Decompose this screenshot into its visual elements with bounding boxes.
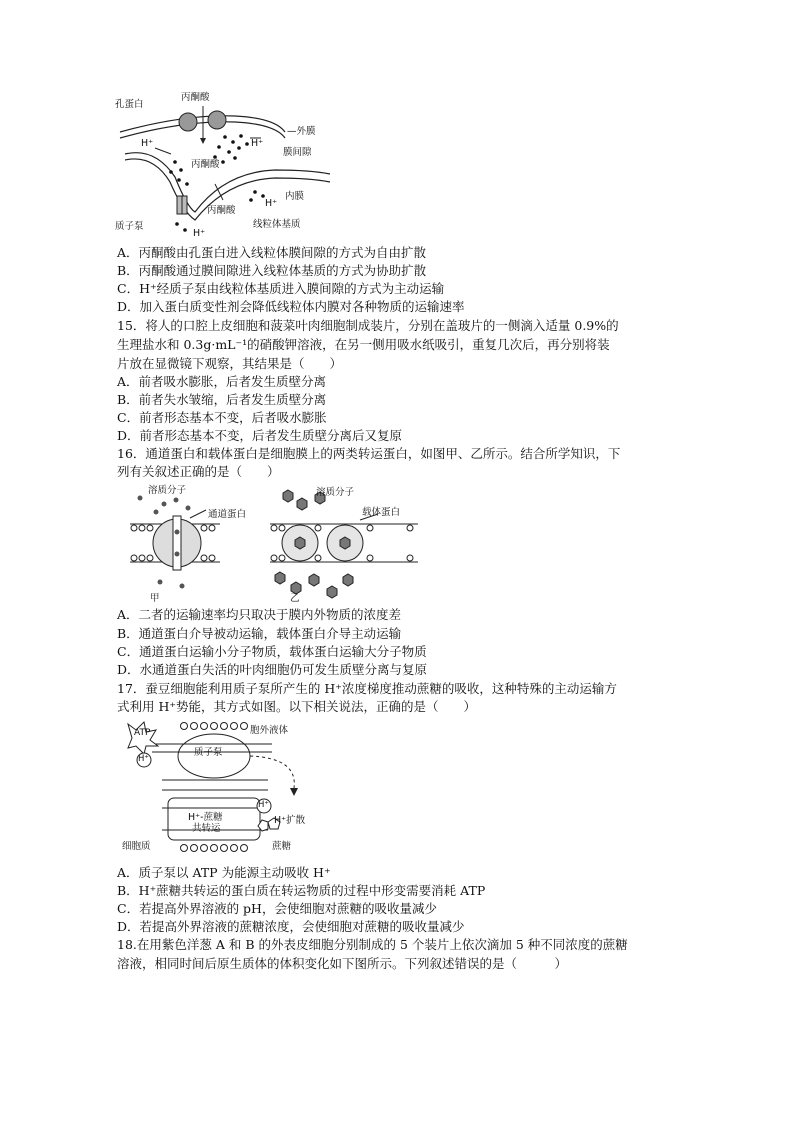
q17-option-b: B．H⁺蔗糖共转运的蛋白质在转运物质的过程中形变需要消耗 ATP xyxy=(117,883,486,898)
q15-stem-line-1: 15．将人的口腔上皮细胞和菠菜叶肉细胞制成装片，分别在盖玻片的一侧滴入适量 0.9%的 xyxy=(117,318,619,333)
label-h-right: H⁺ xyxy=(251,138,264,149)
label-pyruvate-bottom: 丙酮酸 xyxy=(207,205,236,216)
q17-stem-line-2: 式利用 H⁺势能，其方式如图。以下相关说法，正确的是（ ） xyxy=(117,699,476,714)
transport-protein-figure xyxy=(120,482,420,604)
label-outer-membrane: —外膜 xyxy=(287,126,316,137)
label-sucrose: 蔗糖 xyxy=(272,841,292,852)
q15-option-d: D．前者形态基本不变，后者发生质壁分离后又复原 xyxy=(117,428,403,443)
label-matrix: 线粒体基质 xyxy=(253,219,301,230)
q17-option-a: A．质子泵以 ATP 为能源主动吸收 H⁺ xyxy=(117,865,331,880)
proton-sucrose-diagram xyxy=(122,718,332,860)
proton-sucrose-figure xyxy=(122,718,332,860)
label-h-left-17: H⁺ xyxy=(138,754,149,764)
label-cytoplasm: 细胞质 xyxy=(122,841,151,852)
label-h-bottom: H⁺ xyxy=(193,228,206,239)
q18-stem-line-2: 溶液，相同时间后原生质体的体积变化如下图所示。下列叙述错误的是（ ） xyxy=(117,956,568,971)
mitochondria-diagram xyxy=(115,92,355,242)
label-pore-protein: 孔蛋白 xyxy=(115,99,144,110)
label-channel-protein: 通道蛋白 xyxy=(208,509,247,520)
label-carrier-protein: 载体蛋白 xyxy=(362,507,401,518)
q16-stem-line-1: 16．通道蛋白和载体蛋白是细胞膜上的两类转运蛋白，如图甲、乙所示。结合所学知识，下 xyxy=(117,446,621,461)
label-cotransport-1: H⁺-蔗糖 xyxy=(188,812,223,823)
label-h-left: H⁺ xyxy=(141,138,154,149)
label-inner-membrane: 内膜 xyxy=(285,191,305,202)
q15-option-a: A．前者吸水膨胀，后者发生质壁分离 xyxy=(117,374,327,389)
q17-option-d: D．若提高外界溶液的蔗糖浓度，会使细胞对蔗糖的吸收量减少 xyxy=(117,919,465,934)
label-extracellular: 胞外液体 xyxy=(250,725,289,736)
q15-stem-line-3: 片放在显微镜下观察，其结果是（ ） xyxy=(117,356,343,371)
label-pyruvate-top: 丙酮酸 xyxy=(181,92,210,103)
q15-option-c: C．前者形态基本不变，后者吸水膨胀 xyxy=(117,410,327,425)
q14-option-c: C．H⁺经质子泵由线粒体基质进入膜间隙的方式为主动运输 xyxy=(117,281,445,296)
q16-option-b: B．通道蛋白介导被动运输，载体蛋白介导主动运输 xyxy=(117,626,402,641)
label-h-circle: H⁺ xyxy=(258,800,269,810)
transport-protein-diagram xyxy=(120,482,420,604)
label-pump-17: 质子泵 xyxy=(194,747,223,758)
q14-option-a: A．丙酮酸由孔蛋白进入线粒体膜间隙的方式为自由扩散 xyxy=(117,245,427,260)
label-intermembrane-space: 膜间隙 xyxy=(283,147,312,158)
label-solute-a: 溶质分子 xyxy=(148,485,187,496)
label-yi: 乙 xyxy=(290,593,300,604)
label-h-diffuse: H⁺扩散 xyxy=(274,815,306,826)
q16-option-c: C．通道蛋白运输小分子物质，载体蛋白运输大分子物质 xyxy=(117,644,427,659)
label-h-lower-right: H⁺ xyxy=(265,198,278,209)
label-jia: 甲 xyxy=(150,593,160,604)
q16-option-d: D．水通道蛋白失活的叶肉细胞仍可发生质壁分离与复原 xyxy=(117,662,428,677)
q14-option-d: D．加入蛋白质变性剂会降低线粒体内膜对各种物质的运输速率 xyxy=(117,299,465,314)
label-solute-b: 溶质分子 xyxy=(316,487,355,498)
q16-stem-line-2: 列有关叙述正确的是（ ） xyxy=(117,464,280,479)
q18-stem-line-1: 18.在用紫色洋葱 A 和 B 的外表皮细胞分别制成的 5 个装片上依次滴加 5 种不同浓度的蔗糖 xyxy=(117,937,628,952)
label-atp: ATP xyxy=(134,728,151,738)
label-pyruvate-middle: 丙酮酸 xyxy=(191,159,220,170)
q15-option-b: B．前者失水皱缩，后者发生质壁分离 xyxy=(117,392,327,407)
q17-stem-line-1: 17．蚕豆细胞能利用质子泵所产生的 H⁺浓度梯度推动蔗糖的吸收，这种特殊的主动运输方 xyxy=(117,681,617,696)
q17-option-c: C．若提高外界溶液的 pH，会使细胞对蔗糖的吸收量减少 xyxy=(117,901,437,916)
label-cotransport-2: 共转运 xyxy=(192,823,221,834)
q14-option-b: B．丙酮酸通过膜间隙进入线粒体基质的方式为协助扩散 xyxy=(117,263,427,278)
q15-stem-line-2: 生理盐水和 0.3g·mL⁻¹的硝酸钾溶液，在另一侧用吸水纸吸引，重复几次后，再分别将装 xyxy=(117,337,610,352)
mitochondria-membrane-figure xyxy=(115,92,355,242)
q16-option-a: A．二者的运输速率均只取决于膜内外物质的浓度差 xyxy=(117,607,402,622)
label-proton-pump: 质子泵 xyxy=(115,221,144,232)
